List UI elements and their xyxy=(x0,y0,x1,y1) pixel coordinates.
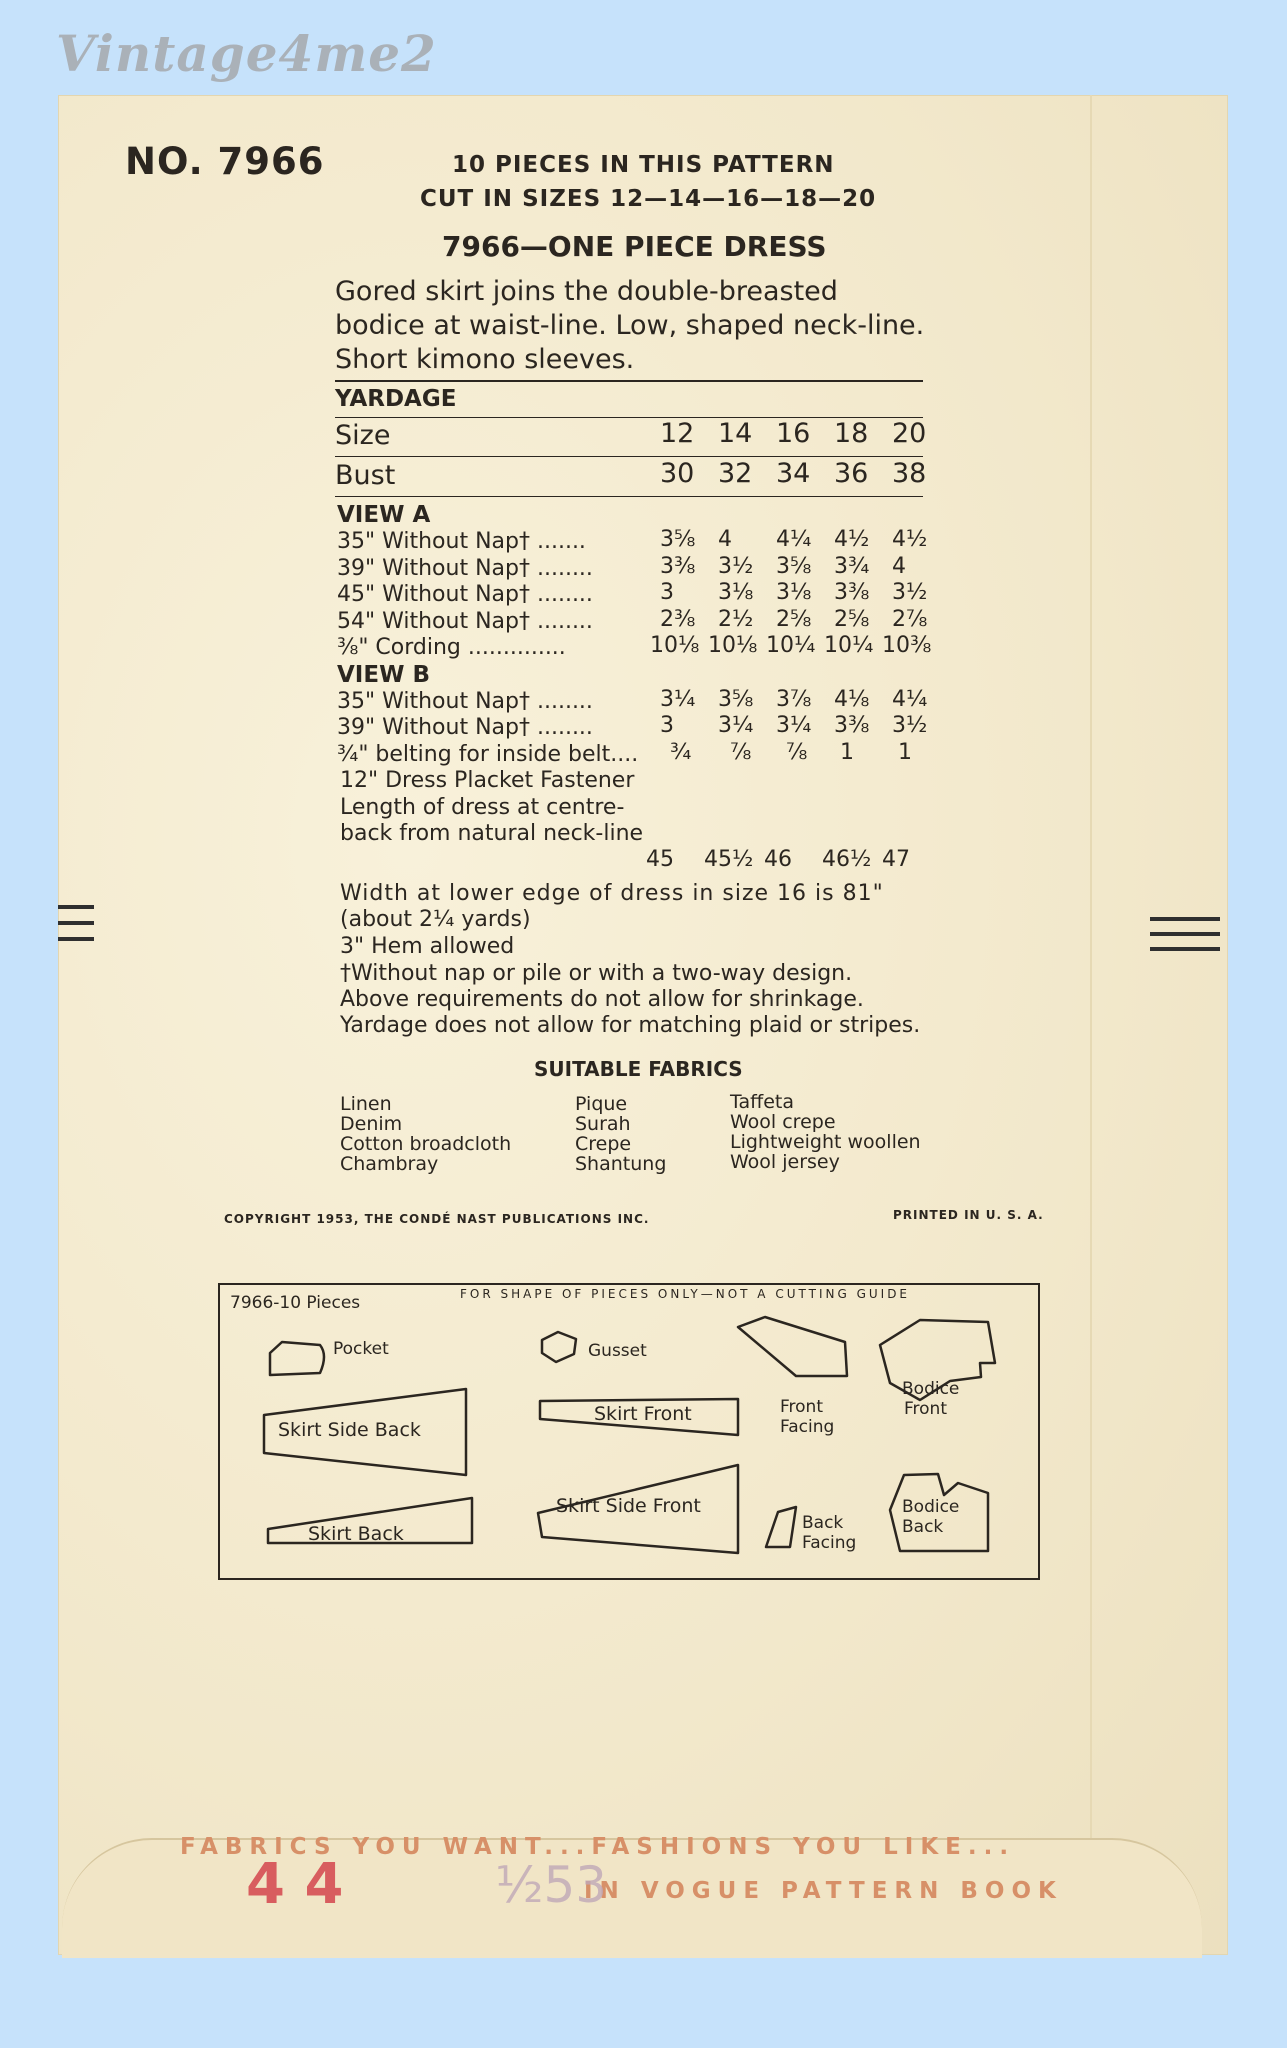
bust-value: 34 xyxy=(776,458,811,489)
pocket-shape xyxy=(270,1342,324,1375)
yardage-cell: 4½ xyxy=(892,527,928,552)
left-fold-mark xyxy=(58,905,94,909)
back-facing-shape xyxy=(766,1507,796,1547)
piece-label-gusset: Gusset xyxy=(588,1341,647,1361)
yardage-cell: 3⅜ xyxy=(834,713,870,738)
pencil-price-mark: ½53 xyxy=(495,1856,608,1914)
fabric-item: Denim xyxy=(340,1113,403,1135)
size-value: 20 xyxy=(892,418,927,449)
size-value: 16 xyxy=(776,418,811,449)
note-line: 3" Hem allowed xyxy=(340,934,515,959)
yardage-heading: YARDAGE xyxy=(335,386,457,412)
slogan-line-1: FABRICS YOU WANT...FASHIONS YOU LIKE... xyxy=(180,1834,1016,1860)
dress-length-value: 46 xyxy=(764,847,792,872)
bust-value: 30 xyxy=(660,458,695,489)
yardage-cell: 3⅝ xyxy=(718,687,754,712)
yardage-cell: 10¼ xyxy=(766,633,816,658)
fabrics-heading: SUITABLE FABRICS xyxy=(534,1057,743,1081)
yardage-cell: 3⅞ xyxy=(776,687,812,712)
yardage-cell: 3¾ xyxy=(834,554,870,579)
yardage-cell: 10¼ xyxy=(824,633,874,658)
dress-length-value: 45½ xyxy=(704,847,754,872)
bust-label: Bust xyxy=(335,460,396,491)
yardage-cell: 10⅜ xyxy=(882,633,932,658)
piece-label-skirt-side-front: Skirt Side Front xyxy=(556,1495,701,1517)
bust-value: 38 xyxy=(892,458,927,489)
fabric-item: Taffeta xyxy=(730,1091,794,1113)
piece-label-skirt-front: Skirt Front xyxy=(594,1403,692,1425)
yardage-cell: 3½ xyxy=(892,713,928,738)
fabric-item: Lightweight woollen xyxy=(730,1131,921,1153)
front-facing-shape xyxy=(738,1317,847,1376)
fabric-item: Shantung xyxy=(575,1153,667,1175)
yardage-cell: 1 xyxy=(840,740,854,765)
piece-label-back-facing: Back xyxy=(802,1513,844,1533)
fabric-item: Chambray xyxy=(340,1153,439,1175)
yardage-row-label: 35" Without Nap† ........ xyxy=(337,689,593,714)
right-fold-mark xyxy=(1150,917,1220,921)
yardage-cell: 3⅝ xyxy=(776,554,812,579)
fabric-item: Linen xyxy=(340,1093,392,1115)
printed-notice: PRINTED IN U. S. A. xyxy=(893,1208,1044,1222)
yardage-row-label: 45" Without Nap† ........ xyxy=(337,582,593,607)
piece-label-bodice-back: Back xyxy=(902,1517,944,1537)
size-value: 12 xyxy=(660,418,695,449)
fabric-item: Crepe xyxy=(575,1133,632,1155)
dress-length-value: 45 xyxy=(646,847,674,872)
gusset-shape xyxy=(542,1332,576,1362)
yardage-cell: 3 xyxy=(660,580,674,605)
piece-label-bodice-front: Bodice xyxy=(902,1379,960,1399)
pattern-title: 7966—ONE PIECE DRESS xyxy=(442,230,827,263)
left-fold-mark xyxy=(58,937,94,941)
size-value: 18 xyxy=(834,418,869,449)
yardage-cell: 3 xyxy=(660,713,674,738)
yardage-cell: ⅞ xyxy=(730,740,752,765)
yardage-cell: 4 xyxy=(718,527,732,552)
piece-label-back-facing: Facing xyxy=(802,1533,857,1553)
bust-value: 32 xyxy=(718,458,753,489)
fabric-item: Wool crepe xyxy=(730,1111,836,1133)
copyright-notice: COPYRIGHT 1953, THE CONDÉ NAST PUBLICATIONS INC. xyxy=(224,1212,650,1226)
slogan-line-2: IN VOGUE PATTERN BOOK xyxy=(584,1878,1063,1904)
pattern-number: NO. 7966 xyxy=(125,140,325,183)
pattern-description: Gored skirt joins the double-breasted bodice at waist-line. Low, shaped neck-line. Short kimono sleeves. xyxy=(335,276,925,375)
size-value: 14 xyxy=(718,418,753,449)
yardage-row-label: 39" Without Nap† ........ xyxy=(337,715,593,740)
divider xyxy=(335,456,923,457)
yardage-cell: 4¼ xyxy=(776,527,812,552)
fabric-item: Surah xyxy=(575,1113,631,1135)
piece-label-skirt-side-back: Skirt Side Back xyxy=(278,1419,421,1441)
yardage-cell: 2½ xyxy=(718,607,754,632)
dress-length-value: 46½ xyxy=(822,847,872,872)
pieces-diagram xyxy=(218,1283,1040,1580)
divider xyxy=(335,380,923,382)
note-line: (about 2¼ yards) xyxy=(340,907,531,932)
piece-label-front-facing: Facing xyxy=(780,1417,835,1437)
envelope-fold-line xyxy=(1090,95,1092,1895)
yardage-row-label: 54" Without Nap† ........ xyxy=(337,609,593,634)
yardage-cell: 3⅝ xyxy=(660,527,696,552)
fabric-item: Pique xyxy=(575,1093,628,1115)
view-a-heading: VIEW A xyxy=(337,502,431,528)
yardage-cell: 3¼ xyxy=(718,713,754,738)
yardage-row-label: 35" Without Nap† ....... xyxy=(337,529,586,554)
yardage-cell: 3½ xyxy=(892,580,928,605)
bust-value: 36 xyxy=(834,458,869,489)
piece-label-bodice-front: Front xyxy=(904,1399,947,1419)
placket-fastener: 12" Dress Placket Fastener xyxy=(340,768,635,793)
piece-label-pocket: Pocket xyxy=(333,1339,389,1359)
yardage-cell: 3½ xyxy=(718,554,754,579)
yardage-cell: 2⅝ xyxy=(834,607,870,632)
yardage-cell: ⅞ xyxy=(786,740,808,765)
yardage-cell: 3¼ xyxy=(776,713,812,738)
note-line: Yardage does not allow for matching plaid or stripes. xyxy=(340,1013,921,1038)
piece-label-bodice-back: Bodice xyxy=(902,1497,960,1517)
view-b-heading: VIEW B xyxy=(337,662,430,688)
fabric-item: Cotton broadcloth xyxy=(340,1133,512,1155)
yardage-cell: 4½ xyxy=(834,527,870,552)
yardage-cell: 4⅛ xyxy=(834,687,870,712)
watermark-logo: Vintage4me2 xyxy=(56,24,437,83)
yardage-cell: ¾ xyxy=(670,740,692,765)
divider xyxy=(335,496,923,497)
yardage-cell: 2⅜ xyxy=(660,607,696,632)
yardage-cell: 2⅞ xyxy=(892,607,928,632)
left-fold-mark xyxy=(58,921,94,925)
yardage-row-label: ⅜" Cording .............. xyxy=(337,635,566,660)
dress-length-label: Length of dress at centre- xyxy=(340,795,625,820)
yardage-cell: 10⅛ xyxy=(650,633,700,658)
yardage-cell: 4 xyxy=(892,554,906,579)
pieces-count-label: 7966-10 Pieces xyxy=(230,1293,361,1313)
yardage-cell: 4¼ xyxy=(892,687,928,712)
yardage-cell: 3⅜ xyxy=(834,580,870,605)
pieces-count: 10 PIECES IN THIS PATTERN xyxy=(452,152,835,178)
dress-length-label: back from natural neck-line xyxy=(340,821,644,846)
yardage-cell: 2⅝ xyxy=(776,607,812,632)
yardage-cell: 3¼ xyxy=(660,687,696,712)
yardage-cell: 10⅛ xyxy=(708,633,758,658)
dress-length-value: 47 xyxy=(882,847,910,872)
red-price-stamp: 4 4 xyxy=(246,1852,344,1917)
yardage-row-label: 39" Without Nap† ........ xyxy=(337,556,593,581)
yardage-cell: 3⅛ xyxy=(718,580,754,605)
note-line: Width at lower edge of dress in size 16 is 81" xyxy=(340,881,884,906)
sizes-line: CUT IN SIZES 12—14—16—18—20 xyxy=(420,186,877,212)
size-label: Size xyxy=(335,420,391,451)
piece-label-skirt-back: Skirt Back xyxy=(308,1523,404,1545)
right-fold-mark xyxy=(1150,947,1220,951)
cutting-guide-notice: FOR SHAPE OF PIECES ONLY—NOT A CUTTING GUIDE xyxy=(460,1287,911,1301)
right-fold-mark xyxy=(1150,932,1220,936)
yardage-cell: 1 xyxy=(898,740,912,765)
yardage-row-label: ¾" belting for inside belt.... xyxy=(337,742,639,767)
fabric-item: Wool jersey xyxy=(730,1151,840,1173)
note-line: †Without nap or pile or with a two-way design. xyxy=(340,961,853,986)
note-line: Above requirements do not allow for shrinkage. xyxy=(340,987,864,1012)
yardage-cell: 3⅜ xyxy=(660,554,696,579)
yardage-cell: 3⅛ xyxy=(776,580,812,605)
piece-label-front-facing: Front xyxy=(780,1397,823,1417)
